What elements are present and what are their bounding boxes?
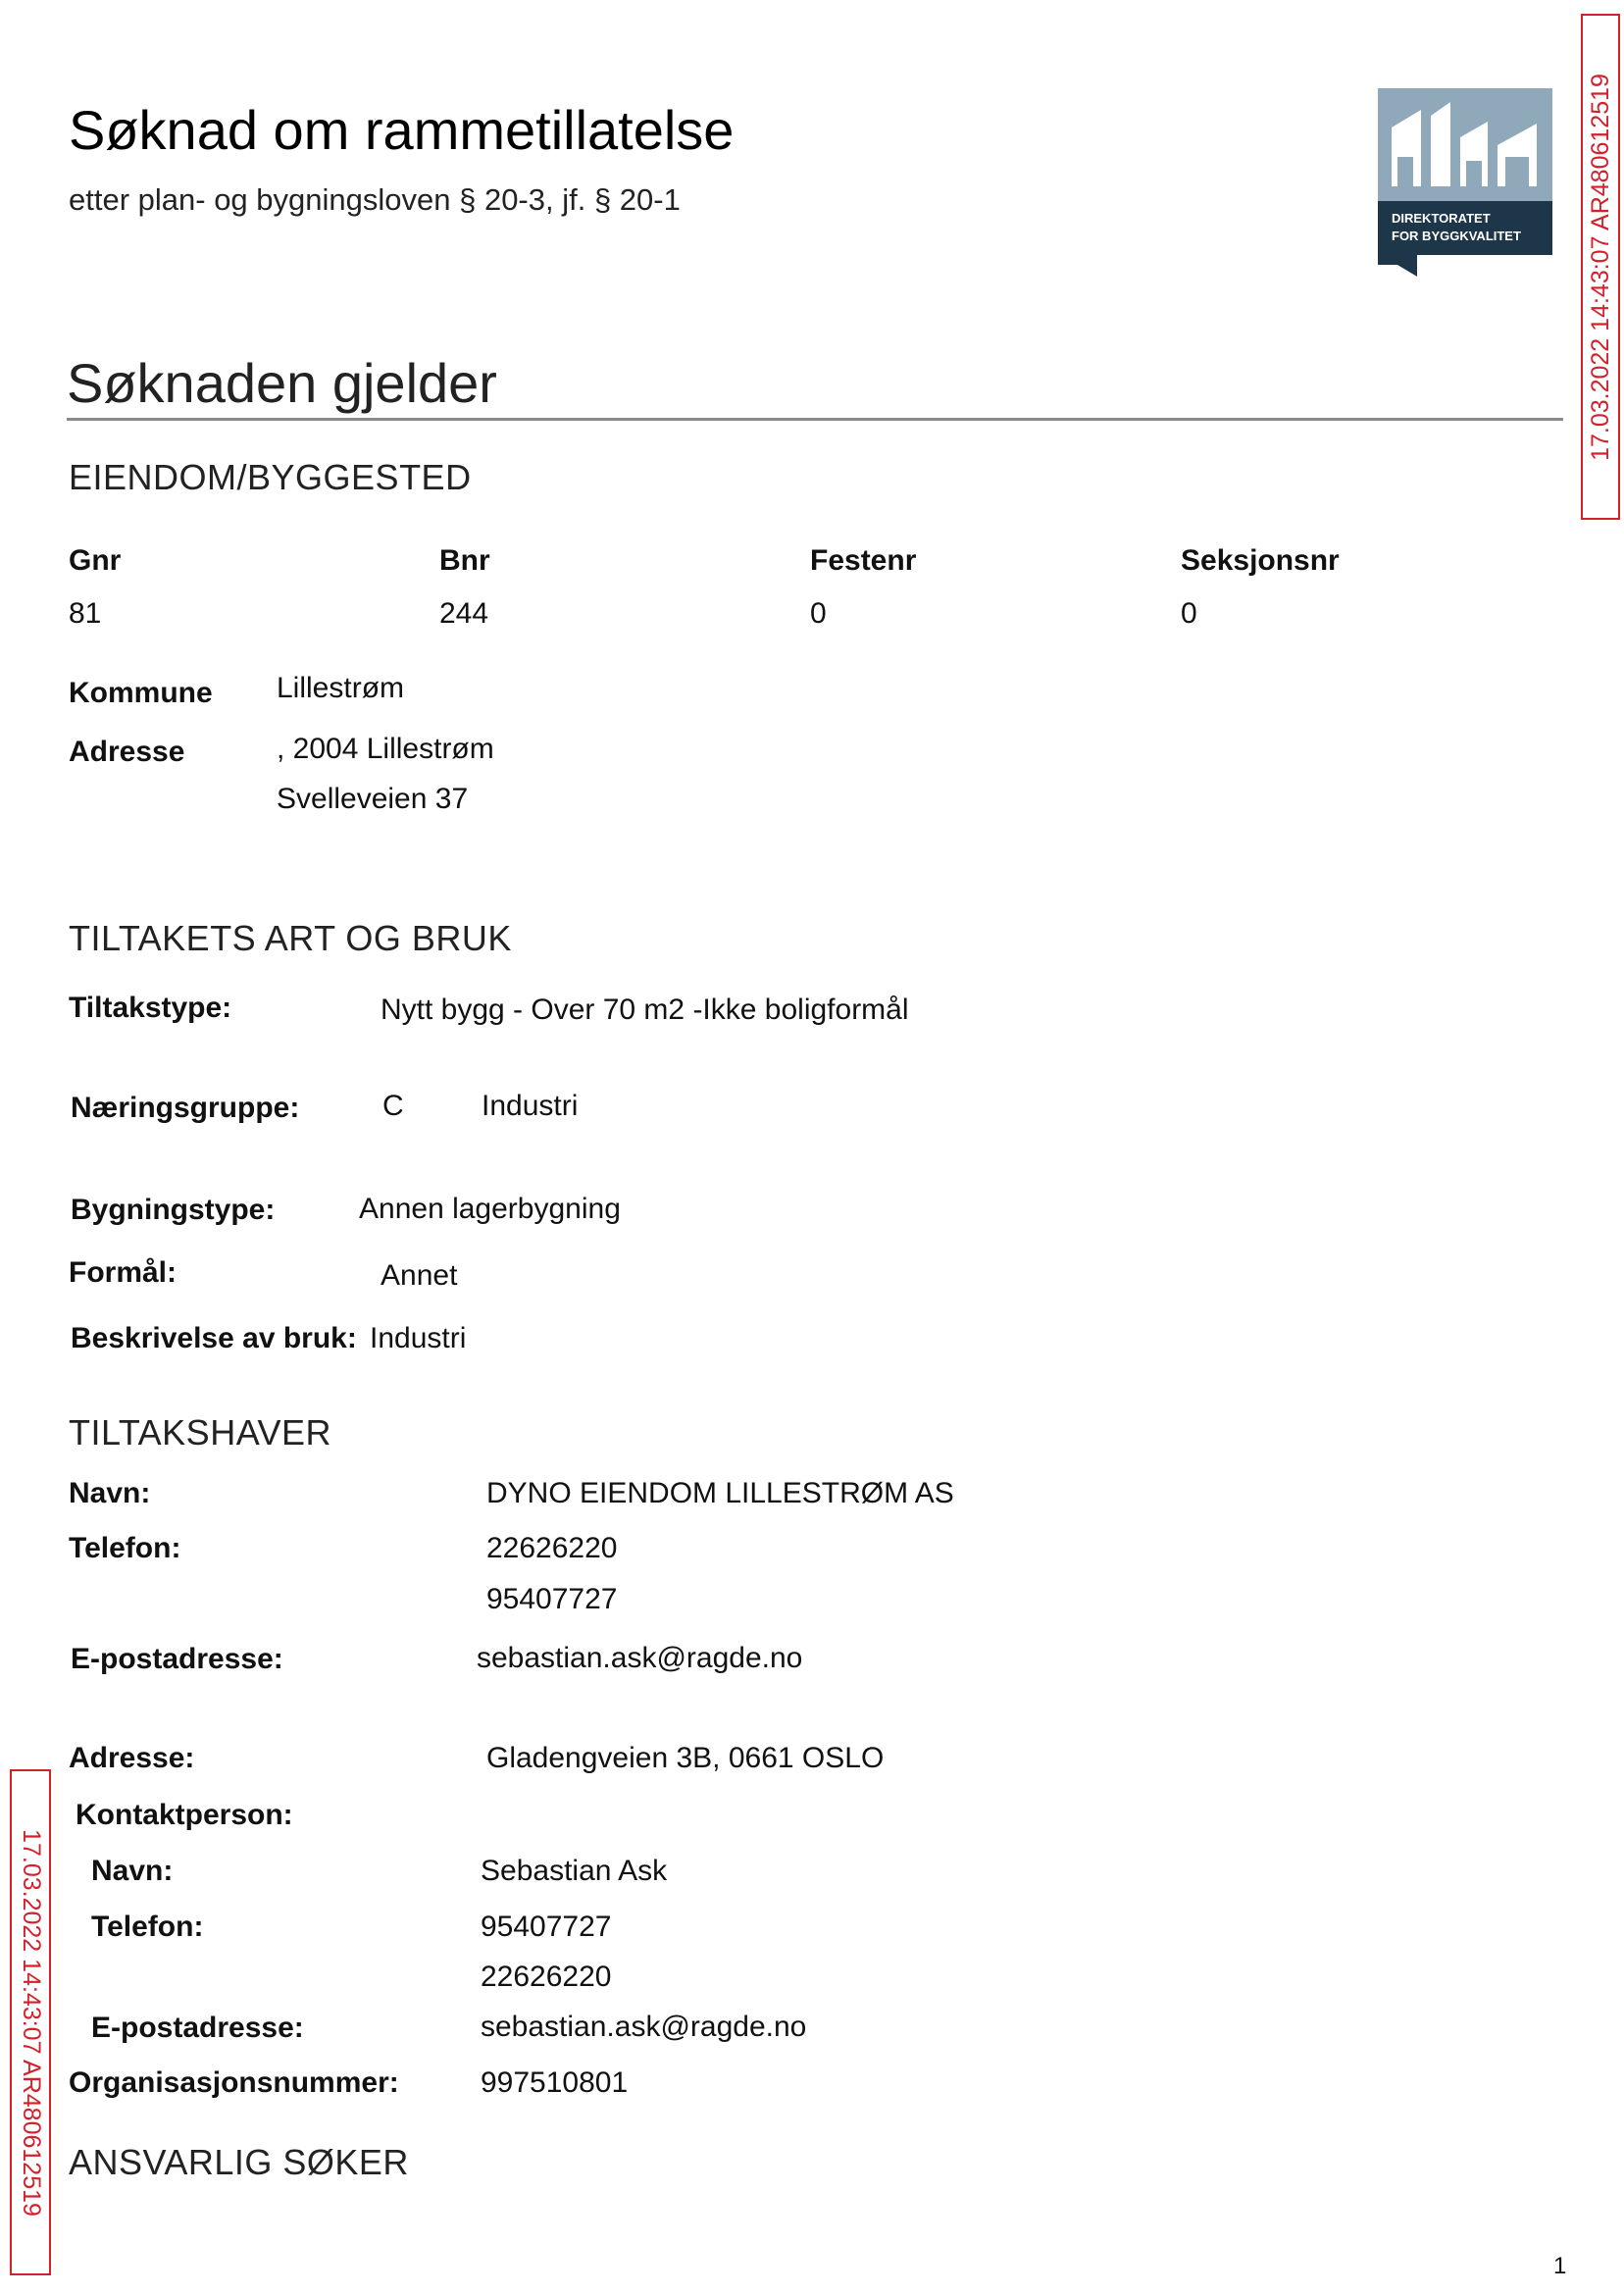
tiltakshaver-adresse-value: Gladengveien 3B, 0661 OSLO	[486, 1742, 885, 1774]
naeringsgruppe-label: Næringsgruppe:	[71, 1092, 300, 1124]
kontakt-navn-label: Navn:	[91, 1855, 174, 1887]
section-tiltak: TILTAKETS ART OG BRUK	[69, 918, 512, 958]
kontakt-telefon-label: Telefon:	[91, 1911, 204, 1943]
kommune-label: Kommune	[69, 677, 213, 709]
section-tiltakshaver: TILTAKSHAVER	[69, 1412, 332, 1453]
page-number: 1	[1553, 2253, 1567, 2279]
col-bnr-label: Bnr	[439, 544, 490, 577]
kontakt-navn-value: Sebastian Ask	[481, 1855, 668, 1887]
tiltakstype-label: Tiltakstype:	[69, 992, 232, 1024]
orgnr-value: 997510801	[481, 2066, 629, 2099]
timestamp-stamp-right	[1581, 14, 1620, 520]
adresse-label: Adresse	[69, 736, 185, 768]
dibk-logo-icon	[1378, 88, 1552, 277]
tiltakshaver-epost-label: E-postadresse:	[71, 1643, 283, 1675]
heading-divider	[67, 418, 1563, 421]
logo-text-line2: FOR BYGGKVALITET	[1392, 229, 1521, 243]
logo-text-line1: DIREKTORATET	[1392, 211, 1491, 226]
bnr-value: 244	[439, 597, 489, 630]
naeringsgruppe-code: C	[382, 1090, 404, 1122]
adresse-line2: Svelleveien 37	[277, 783, 469, 815]
section-heading-applies: Søknaden gjelder	[67, 352, 497, 414]
kontakt-epost-label: E-postadresse:	[91, 2012, 304, 2044]
dibk-logo	[1378, 88, 1552, 277]
stamp-text-right: 17.03.2022 14:43:07 AR480612519	[1586, 73, 1614, 461]
col-gnr-label: Gnr	[69, 544, 122, 577]
kontakt-telefon-2: 22626220	[481, 1961, 612, 1993]
festenr-value: 0	[810, 597, 827, 630]
orgnr-label: Organisasjonsnummer:	[69, 2066, 399, 2099]
kommune-value: Lillestrøm	[277, 672, 405, 704]
gnr-value: 81	[69, 597, 102, 630]
beskrivelse-value: Industri	[370, 1322, 467, 1354]
formal-value: Annet	[381, 1259, 458, 1292]
document-title: Søknad om rammetillatelse	[69, 99, 735, 161]
col-festenr-label: Festenr	[810, 544, 917, 577]
bygningstype-label: Bygningstype:	[71, 1194, 276, 1226]
stamp-text-left: 17.03.2022 14:43:07 AR480612519	[17, 1828, 45, 2217]
document-subtitle: etter plan- og bygningsloven § 20-3, jf. § 20-1	[69, 182, 681, 217]
tiltakshaver-adresse-label: Adresse:	[69, 1742, 195, 1774]
tiltakshaver-telefon-1: 22626220	[486, 1532, 618, 1564]
col-seksjonsnr-label: Seksjonsnr	[1181, 544, 1340, 577]
timestamp-stamp-left	[10, 1769, 51, 2275]
kontakt-telefon-1: 95407727	[481, 1911, 612, 1943]
bygningstype-value: Annen lagerbygning	[359, 1193, 621, 1225]
kontakt-epost-value: sebastian.ask@ragde.no	[481, 2011, 807, 2043]
adresse-line1: , 2004 Lillestrøm	[277, 733, 494, 765]
section-ansvarlig-soker: ANSVARLIG SØKER	[69, 2142, 409, 2182]
tiltakshaver-telefon-2: 95407727	[486, 1583, 618, 1615]
tiltakshaver-navn-label: Navn:	[69, 1477, 151, 1509]
seksjonsnr-value: 0	[1181, 597, 1197, 630]
beskrivelse-label: Beskrivelse av bruk:	[71, 1322, 357, 1354]
kontaktperson-label: Kontaktperson:	[76, 1799, 293, 1831]
section-property: EIENDOM/BYGGESTED	[69, 457, 472, 497]
formal-label: Formål:	[69, 1256, 178, 1289]
naeringsgruppe-value: Industri	[482, 1090, 579, 1122]
tiltakshaver-telefon-label: Telefon:	[69, 1532, 181, 1564]
tiltakshaver-navn-value: DYNO EIENDOM LILLESTRØM AS	[486, 1477, 954, 1509]
tiltakstype-value: Nytt bygg - Over 70 m2 -Ikke boligformål	[381, 994, 909, 1026]
tiltakshaver-epost-value: sebastian.ask@ragde.no	[477, 1642, 803, 1674]
